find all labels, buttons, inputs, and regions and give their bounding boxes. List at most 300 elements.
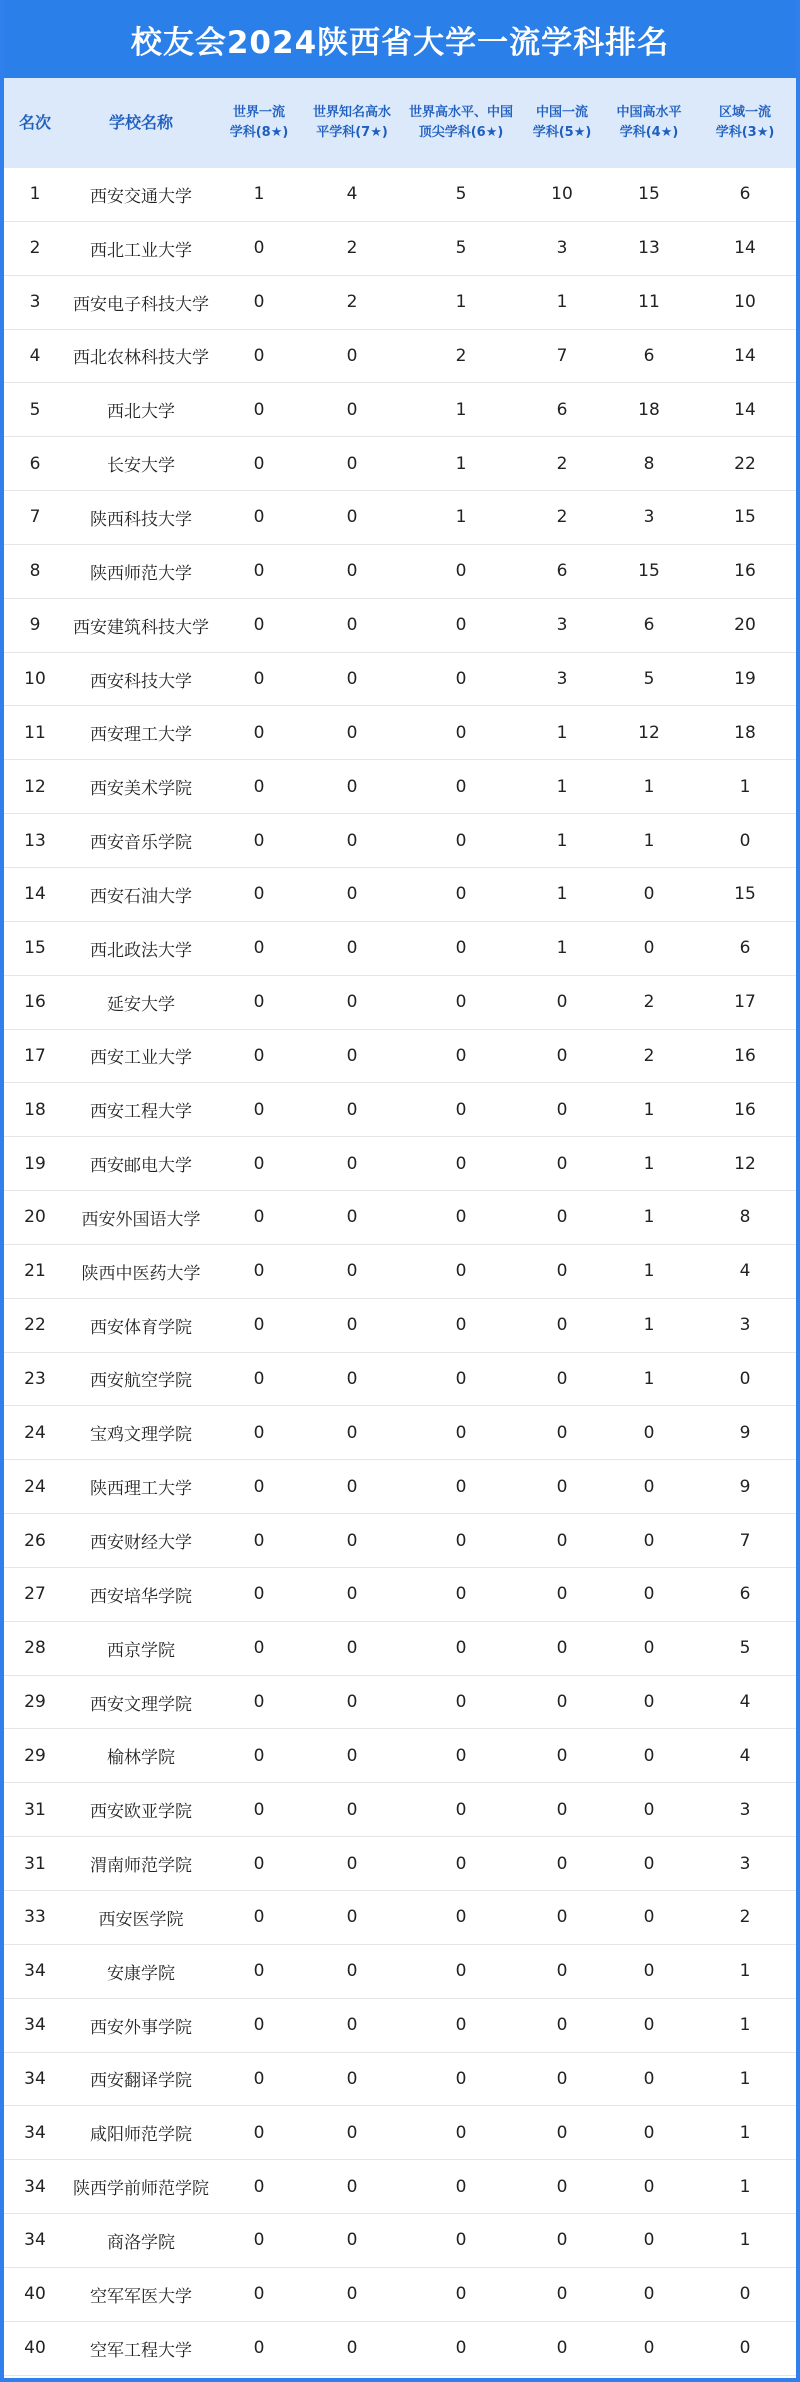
count-cell: 0 — [346, 1530, 358, 1551]
table-row — [4, 2214, 796, 2268]
count-cell: 0 — [253, 884, 265, 905]
count-cell: 0 — [455, 1045, 467, 1066]
count-cell: 0 — [346, 1961, 358, 1982]
count-cell: 0 — [643, 1692, 655, 1713]
school-name-cell: 西安电子科技大学 — [73, 294, 209, 315]
rank-cell: 24 — [24, 1422, 46, 1443]
table-row — [4, 1945, 796, 1999]
count-cell: 0 — [556, 1476, 568, 1497]
count-cell: 1 — [643, 1368, 655, 1389]
count-cell: 1 — [643, 1315, 655, 1336]
count-cell: 0 — [556, 992, 568, 1013]
table-row — [4, 2322, 796, 2376]
rank-cell: 20 — [24, 1207, 46, 1228]
count-cell: 7 — [556, 345, 568, 366]
header-regional-first-class — [694, 103, 796, 143]
table-row — [4, 760, 796, 814]
count-cell: 14 — [734, 345, 756, 366]
rank-cell: 9 — [29, 615, 41, 636]
table-row — [4, 1406, 796, 1460]
count-cell: 10 — [551, 184, 573, 205]
count-cell: 0 — [455, 1530, 467, 1551]
school-name-cell: 陕西科技大学 — [90, 509, 192, 530]
count-cell: 1 — [643, 776, 655, 797]
count-cell: 0 — [253, 1961, 265, 1982]
count-cell: 11 — [638, 292, 660, 313]
count-cell: 18 — [638, 399, 660, 420]
count-cell: 0 — [556, 2176, 568, 2197]
count-cell: 1 — [253, 184, 265, 205]
count-cell: 2 — [346, 292, 358, 313]
table-row — [4, 2106, 796, 2160]
count-cell: 0 — [346, 1207, 358, 1228]
count-cell: 0 — [346, 1907, 358, 1928]
count-cell: 3 — [556, 615, 568, 636]
table-row — [4, 2268, 796, 2322]
count-cell: 0 — [253, 992, 265, 1013]
rank-cell: 3 — [29, 292, 41, 313]
header-line: 平学科(7★) — [316, 125, 388, 140]
count-cell: 1 — [739, 2068, 751, 2089]
rank-cell: 33 — [24, 1907, 46, 1928]
count-cell: 17 — [734, 992, 756, 1013]
count-cell: 9 — [739, 1422, 751, 1443]
school-name-cell: 西安医学院 — [98, 1909, 184, 1930]
count-cell: 0 — [455, 884, 467, 905]
count-cell: 0 — [556, 2338, 568, 2359]
count-cell: 0 — [346, 399, 358, 420]
count-cell: 0 — [556, 1853, 568, 1874]
count-cell: 0 — [346, 1099, 358, 1120]
count-cell: 0 — [346, 2068, 358, 2089]
school-name-cell: 西北政法大学 — [90, 940, 192, 961]
count-cell: 0 — [346, 2122, 358, 2143]
count-cell: 2 — [643, 992, 655, 1013]
count-cell: 0 — [455, 1799, 467, 1820]
count-cell: 0 — [253, 1368, 265, 1389]
count-cell: 1 — [643, 1207, 655, 1228]
count-cell: 15 — [638, 561, 660, 582]
count-cell: 16 — [734, 1045, 756, 1066]
table-row — [4, 383, 796, 437]
school-name-cell: 西安培华学院 — [90, 1586, 192, 1607]
school-name-cell: 西安外事学院 — [90, 2017, 192, 2038]
count-cell: 0 — [556, 2122, 568, 2143]
count-cell: 0 — [253, 2284, 265, 2305]
count-cell: 0 — [253, 399, 265, 420]
count-cell: 0 — [643, 884, 655, 905]
header-line: 学科(8★) — [229, 125, 289, 140]
table-row — [4, 1622, 796, 1676]
count-cell: 2 — [455, 345, 467, 366]
count-cell: 0 — [455, 1584, 467, 1605]
count-cell: 0 — [643, 938, 655, 959]
count-cell: 1 — [739, 2176, 751, 2197]
count-cell: 0 — [253, 1584, 265, 1605]
count-cell: 0 — [643, 1530, 655, 1551]
school-name-cell: 西安美术学院 — [90, 779, 192, 800]
count-cell: 0 — [253, 1422, 265, 1443]
header-line: 世界高水平、中国 — [408, 105, 513, 120]
count-cell: 1 — [556, 884, 568, 905]
table-row — [4, 1191, 796, 1245]
count-cell: 0 — [253, 1476, 265, 1497]
count-cell: 0 — [455, 1422, 467, 1443]
header-line: 学科(4★) — [619, 125, 679, 140]
count-cell: 0 — [346, 2230, 358, 2251]
count-cell: 0 — [253, 938, 265, 959]
header-line: 区域一流 — [718, 105, 771, 120]
count-cell: 0 — [455, 561, 467, 582]
count-cell: 0 — [643, 2015, 655, 2036]
rank-cell: 11 — [24, 722, 46, 743]
count-cell: 20 — [734, 615, 756, 636]
count-cell: 0 — [455, 1692, 467, 1713]
count-cell: 0 — [346, 669, 358, 690]
count-cell: 15 — [638, 184, 660, 205]
count-cell: 1 — [455, 507, 467, 528]
rank-cell: 31 — [24, 1799, 46, 1820]
count-cell: 0 — [253, 1853, 265, 1874]
table-row — [4, 922, 796, 976]
table-row — [4, 1245, 796, 1299]
school-name-cell: 西安航空学院 — [90, 1371, 192, 1392]
count-cell: 0 — [253, 1045, 265, 1066]
count-cell: 0 — [253, 1530, 265, 1551]
count-cell: 8 — [739, 1207, 751, 1228]
rank-cell: 24 — [24, 1476, 46, 1497]
count-cell: 0 — [556, 1099, 568, 1120]
count-cell: 4 — [739, 1745, 751, 1766]
count-cell: 0 — [556, 1692, 568, 1713]
school-name-cell: 长安大学 — [107, 456, 175, 477]
school-name-cell: 安康学院 — [107, 1963, 175, 1984]
table-row — [4, 545, 796, 599]
school-name-cell: 西安工程大学 — [90, 1102, 192, 1123]
count-cell: 0 — [556, 1368, 568, 1389]
table-row — [4, 330, 796, 384]
count-cell: 0 — [556, 1745, 568, 1766]
count-cell: 0 — [346, 1745, 358, 1766]
rank-cell: 31 — [24, 1853, 46, 1874]
count-cell: 3 — [643, 507, 655, 528]
count-cell: 0 — [455, 2284, 467, 2305]
table-row — [4, 1676, 796, 1730]
header-line: 学科(3★) — [715, 125, 775, 140]
count-cell: 0 — [643, 2068, 655, 2089]
count-cell: 0 — [346, 1315, 358, 1336]
count-cell: 0 — [455, 2338, 467, 2359]
school-name-cell: 西安理工大学 — [90, 725, 192, 746]
count-cell: 13 — [638, 238, 660, 259]
count-cell: 0 — [253, 345, 265, 366]
count-cell: 0 — [455, 938, 467, 959]
page-title: 校友会2024陕西省大学一流学科排名 — [4, 0, 796, 78]
rank-cell: 40 — [24, 2284, 46, 2305]
school-name-cell: 西安体育学院 — [90, 1317, 192, 1338]
count-cell: 0 — [643, 1961, 655, 1982]
table-row — [4, 814, 796, 868]
count-cell: 1 — [556, 830, 568, 851]
count-cell: 0 — [455, 1261, 467, 1282]
count-cell: 0 — [455, 1153, 467, 1174]
count-cell: 0 — [556, 1961, 568, 1982]
count-cell: 0 — [455, 776, 467, 797]
school-name-cell: 西安欧亚学院 — [90, 1802, 192, 1823]
school-name-cell: 西北大学 — [107, 402, 175, 423]
school-name-cell: 空军工程大学 — [90, 2340, 192, 2361]
count-cell: 0 — [455, 1368, 467, 1389]
rank-cell: 34 — [24, 2068, 46, 2089]
header-world-first-class — [216, 103, 302, 143]
count-cell: 15 — [734, 507, 756, 528]
school-name-cell: 西安石油大学 — [90, 886, 192, 907]
count-cell: 0 — [253, 1315, 265, 1336]
count-cell: 0 — [455, 1745, 467, 1766]
table-row — [4, 1299, 796, 1353]
count-cell: 0 — [346, 992, 358, 1013]
count-cell: 12 — [638, 722, 660, 743]
school-name-cell: 西北工业大学 — [90, 240, 192, 261]
count-cell: 0 — [346, 1799, 358, 1820]
table-row — [4, 437, 796, 491]
rank-cell: 34 — [24, 2015, 46, 2036]
count-cell: 19 — [734, 669, 756, 690]
rank-cell: 4 — [29, 345, 41, 366]
count-cell: 0 — [346, 1045, 358, 1066]
rank-cell: 29 — [24, 1745, 46, 1766]
count-cell: 0 — [556, 1422, 568, 1443]
count-cell: 0 — [346, 1422, 358, 1443]
rank-cell: 15 — [24, 938, 46, 959]
table-row — [4, 2160, 796, 2214]
count-cell: 1 — [643, 1261, 655, 1282]
table-row — [4, 1891, 796, 1945]
count-cell: 0 — [346, 1853, 358, 1874]
count-cell: 0 — [556, 1207, 568, 1228]
count-cell: 0 — [455, 615, 467, 636]
count-cell: 0 — [253, 1692, 265, 1713]
rank-cell: 7 — [29, 507, 41, 528]
count-cell: 0 — [253, 1745, 265, 1766]
count-cell: 0 — [556, 1799, 568, 1820]
rank-cell: 18 — [24, 1099, 46, 1120]
table-row — [4, 1083, 796, 1137]
table-row — [4, 976, 796, 1030]
count-cell: 0 — [253, 561, 265, 582]
count-cell: 0 — [556, 1638, 568, 1659]
count-cell: 1 — [739, 776, 751, 797]
rank-cell: 34 — [24, 1961, 46, 1982]
rank-cell: 17 — [24, 1045, 46, 1066]
count-cell: 0 — [455, 2176, 467, 2197]
count-cell: 2 — [346, 238, 358, 259]
header-line: 世界知名高水 — [312, 105, 391, 120]
count-cell: 1 — [643, 1153, 655, 1174]
count-cell: 0 — [643, 1584, 655, 1605]
count-cell: 0 — [455, 1207, 467, 1228]
count-cell: 10 — [734, 292, 756, 313]
count-cell: 0 — [346, 2284, 358, 2305]
school-name-cell: 西安外国语大学 — [81, 1209, 201, 1230]
count-cell: 0 — [739, 830, 751, 851]
count-cell: 0 — [643, 1422, 655, 1443]
count-cell: 0 — [455, 722, 467, 743]
count-cell: 0 — [346, 561, 358, 582]
count-cell: 12 — [734, 1153, 756, 1174]
rank-cell: 10 — [24, 669, 46, 690]
rank-cell: 5 — [29, 399, 41, 420]
count-cell: 0 — [253, 1261, 265, 1282]
count-cell: 0 — [253, 722, 265, 743]
table-row — [4, 599, 796, 653]
header-line: 中国高水平 — [616, 105, 682, 120]
header-line: 顶尖学科(6★) — [418, 125, 504, 140]
rank-cell: 22 — [24, 1315, 46, 1336]
school-name-cell: 西京学院 — [107, 1640, 175, 1661]
count-cell: 0 — [643, 1745, 655, 1766]
count-cell: 0 — [346, 1692, 358, 1713]
count-cell: 4 — [346, 184, 358, 205]
school-name-cell: 西安工业大学 — [90, 1048, 192, 1069]
count-cell: 0 — [455, 1961, 467, 1982]
count-cell: 1 — [455, 399, 467, 420]
count-cell: 0 — [253, 830, 265, 851]
header-china-high-level — [604, 103, 694, 143]
count-cell: 0 — [253, 1153, 265, 1174]
count-cell: 0 — [556, 2284, 568, 2305]
count-cell: 0 — [253, 1799, 265, 1820]
count-cell: 0 — [455, 830, 467, 851]
count-cell: 0 — [346, 1153, 358, 1174]
count-cell: 0 — [739, 2284, 751, 2305]
count-cell: 1 — [556, 938, 568, 959]
school-name-cell: 西安交通大学 — [90, 186, 192, 207]
table-row — [4, 1460, 796, 1514]
count-cell: 0 — [253, 1638, 265, 1659]
count-cell: 6 — [739, 184, 751, 205]
count-cell: 0 — [346, 776, 358, 797]
count-cell: 5 — [739, 1638, 751, 1659]
count-cell: 0 — [346, 615, 358, 636]
school-name-cell: 西安邮电大学 — [90, 1156, 192, 1177]
count-cell: 3 — [556, 669, 568, 690]
table-row — [4, 1030, 796, 1084]
rank-cell: 27 — [24, 1584, 46, 1605]
table-row — [4, 1729, 796, 1783]
rank-cell: 40 — [24, 2338, 46, 2359]
header-line: 中国一流 — [535, 105, 588, 120]
count-cell: 6 — [739, 938, 751, 959]
count-cell: 0 — [346, 1261, 358, 1282]
count-cell: 0 — [455, 992, 467, 1013]
header-china-first-class — [520, 103, 604, 143]
count-cell: 15 — [734, 884, 756, 905]
count-cell: 5 — [455, 238, 467, 259]
count-cell: 0 — [643, 2284, 655, 2305]
school-name-cell: 西安科技大学 — [90, 671, 192, 692]
count-cell: 1 — [739, 1961, 751, 1982]
count-cell: 0 — [556, 1045, 568, 1066]
count-cell: 0 — [643, 2176, 655, 2197]
count-cell: 1 — [455, 292, 467, 313]
table-body — [4, 168, 796, 2376]
count-cell: 0 — [643, 1638, 655, 1659]
rank-cell: 34 — [24, 2176, 46, 2197]
count-cell: 0 — [556, 2068, 568, 2089]
school-name-cell: 陕西师范大学 — [90, 563, 192, 584]
table-row — [4, 2053, 796, 2107]
rank-cell: 19 — [24, 1153, 46, 1174]
count-cell: 3 — [739, 1315, 751, 1336]
school-name-cell: 西安翻译学院 — [90, 2071, 192, 2092]
count-cell: 3 — [556, 238, 568, 259]
count-cell: 1 — [739, 2230, 751, 2251]
count-cell: 0 — [455, 2015, 467, 2036]
table-row — [4, 1353, 796, 1407]
school-name-cell: 商洛学院 — [107, 2232, 175, 2253]
rank-cell: 28 — [24, 1638, 46, 1659]
header-world-high-level — [402, 103, 520, 143]
count-cell: 6 — [643, 615, 655, 636]
count-cell: 0 — [253, 2338, 265, 2359]
count-cell: 7 — [739, 1530, 751, 1551]
count-cell: 0 — [643, 1799, 655, 1820]
count-cell: 0 — [556, 1530, 568, 1551]
rank-cell: 34 — [24, 2230, 46, 2251]
count-cell: 0 — [253, 292, 265, 313]
count-cell: 1 — [643, 830, 655, 851]
table-row — [4, 706, 796, 760]
table-row — [4, 1137, 796, 1191]
count-cell: 0 — [556, 2230, 568, 2251]
count-cell: 0 — [556, 1907, 568, 1928]
count-cell: 0 — [346, 1476, 358, 1497]
count-cell: 3 — [739, 1799, 751, 1820]
school-name-cell: 延安大学 — [107, 994, 175, 1015]
count-cell: 5 — [455, 184, 467, 205]
count-cell: 0 — [455, 1638, 467, 1659]
rank-cell: 29 — [24, 1692, 46, 1713]
count-cell: 1 — [556, 722, 568, 743]
count-cell: 9 — [739, 1476, 751, 1497]
count-cell: 0 — [455, 669, 467, 690]
count-cell: 0 — [739, 2338, 751, 2359]
count-cell: 6 — [556, 399, 568, 420]
table-row — [4, 222, 796, 276]
count-cell: 0 — [346, 938, 358, 959]
count-cell: 18 — [734, 722, 756, 743]
count-cell: 0 — [643, 2230, 655, 2251]
table-row — [4, 491, 796, 545]
count-cell: 0 — [346, 1584, 358, 1605]
school-name-cell: 咸阳师范学院 — [90, 2125, 192, 2146]
count-cell: 0 — [455, 1099, 467, 1120]
table-row — [4, 1514, 796, 1568]
count-cell: 0 — [253, 2176, 265, 2197]
count-cell: 0 — [455, 2068, 467, 2089]
count-cell: 0 — [556, 1315, 568, 1336]
count-cell: 0 — [253, 669, 265, 690]
count-cell: 0 — [346, 507, 358, 528]
count-cell: 1 — [739, 2122, 751, 2143]
count-cell: 0 — [455, 1315, 467, 1336]
count-cell: 0 — [739, 1368, 751, 1389]
count-cell: 0 — [556, 1153, 568, 1174]
count-cell: 5 — [643, 669, 655, 690]
table-row — [4, 868, 796, 922]
count-cell: 0 — [346, 453, 358, 474]
